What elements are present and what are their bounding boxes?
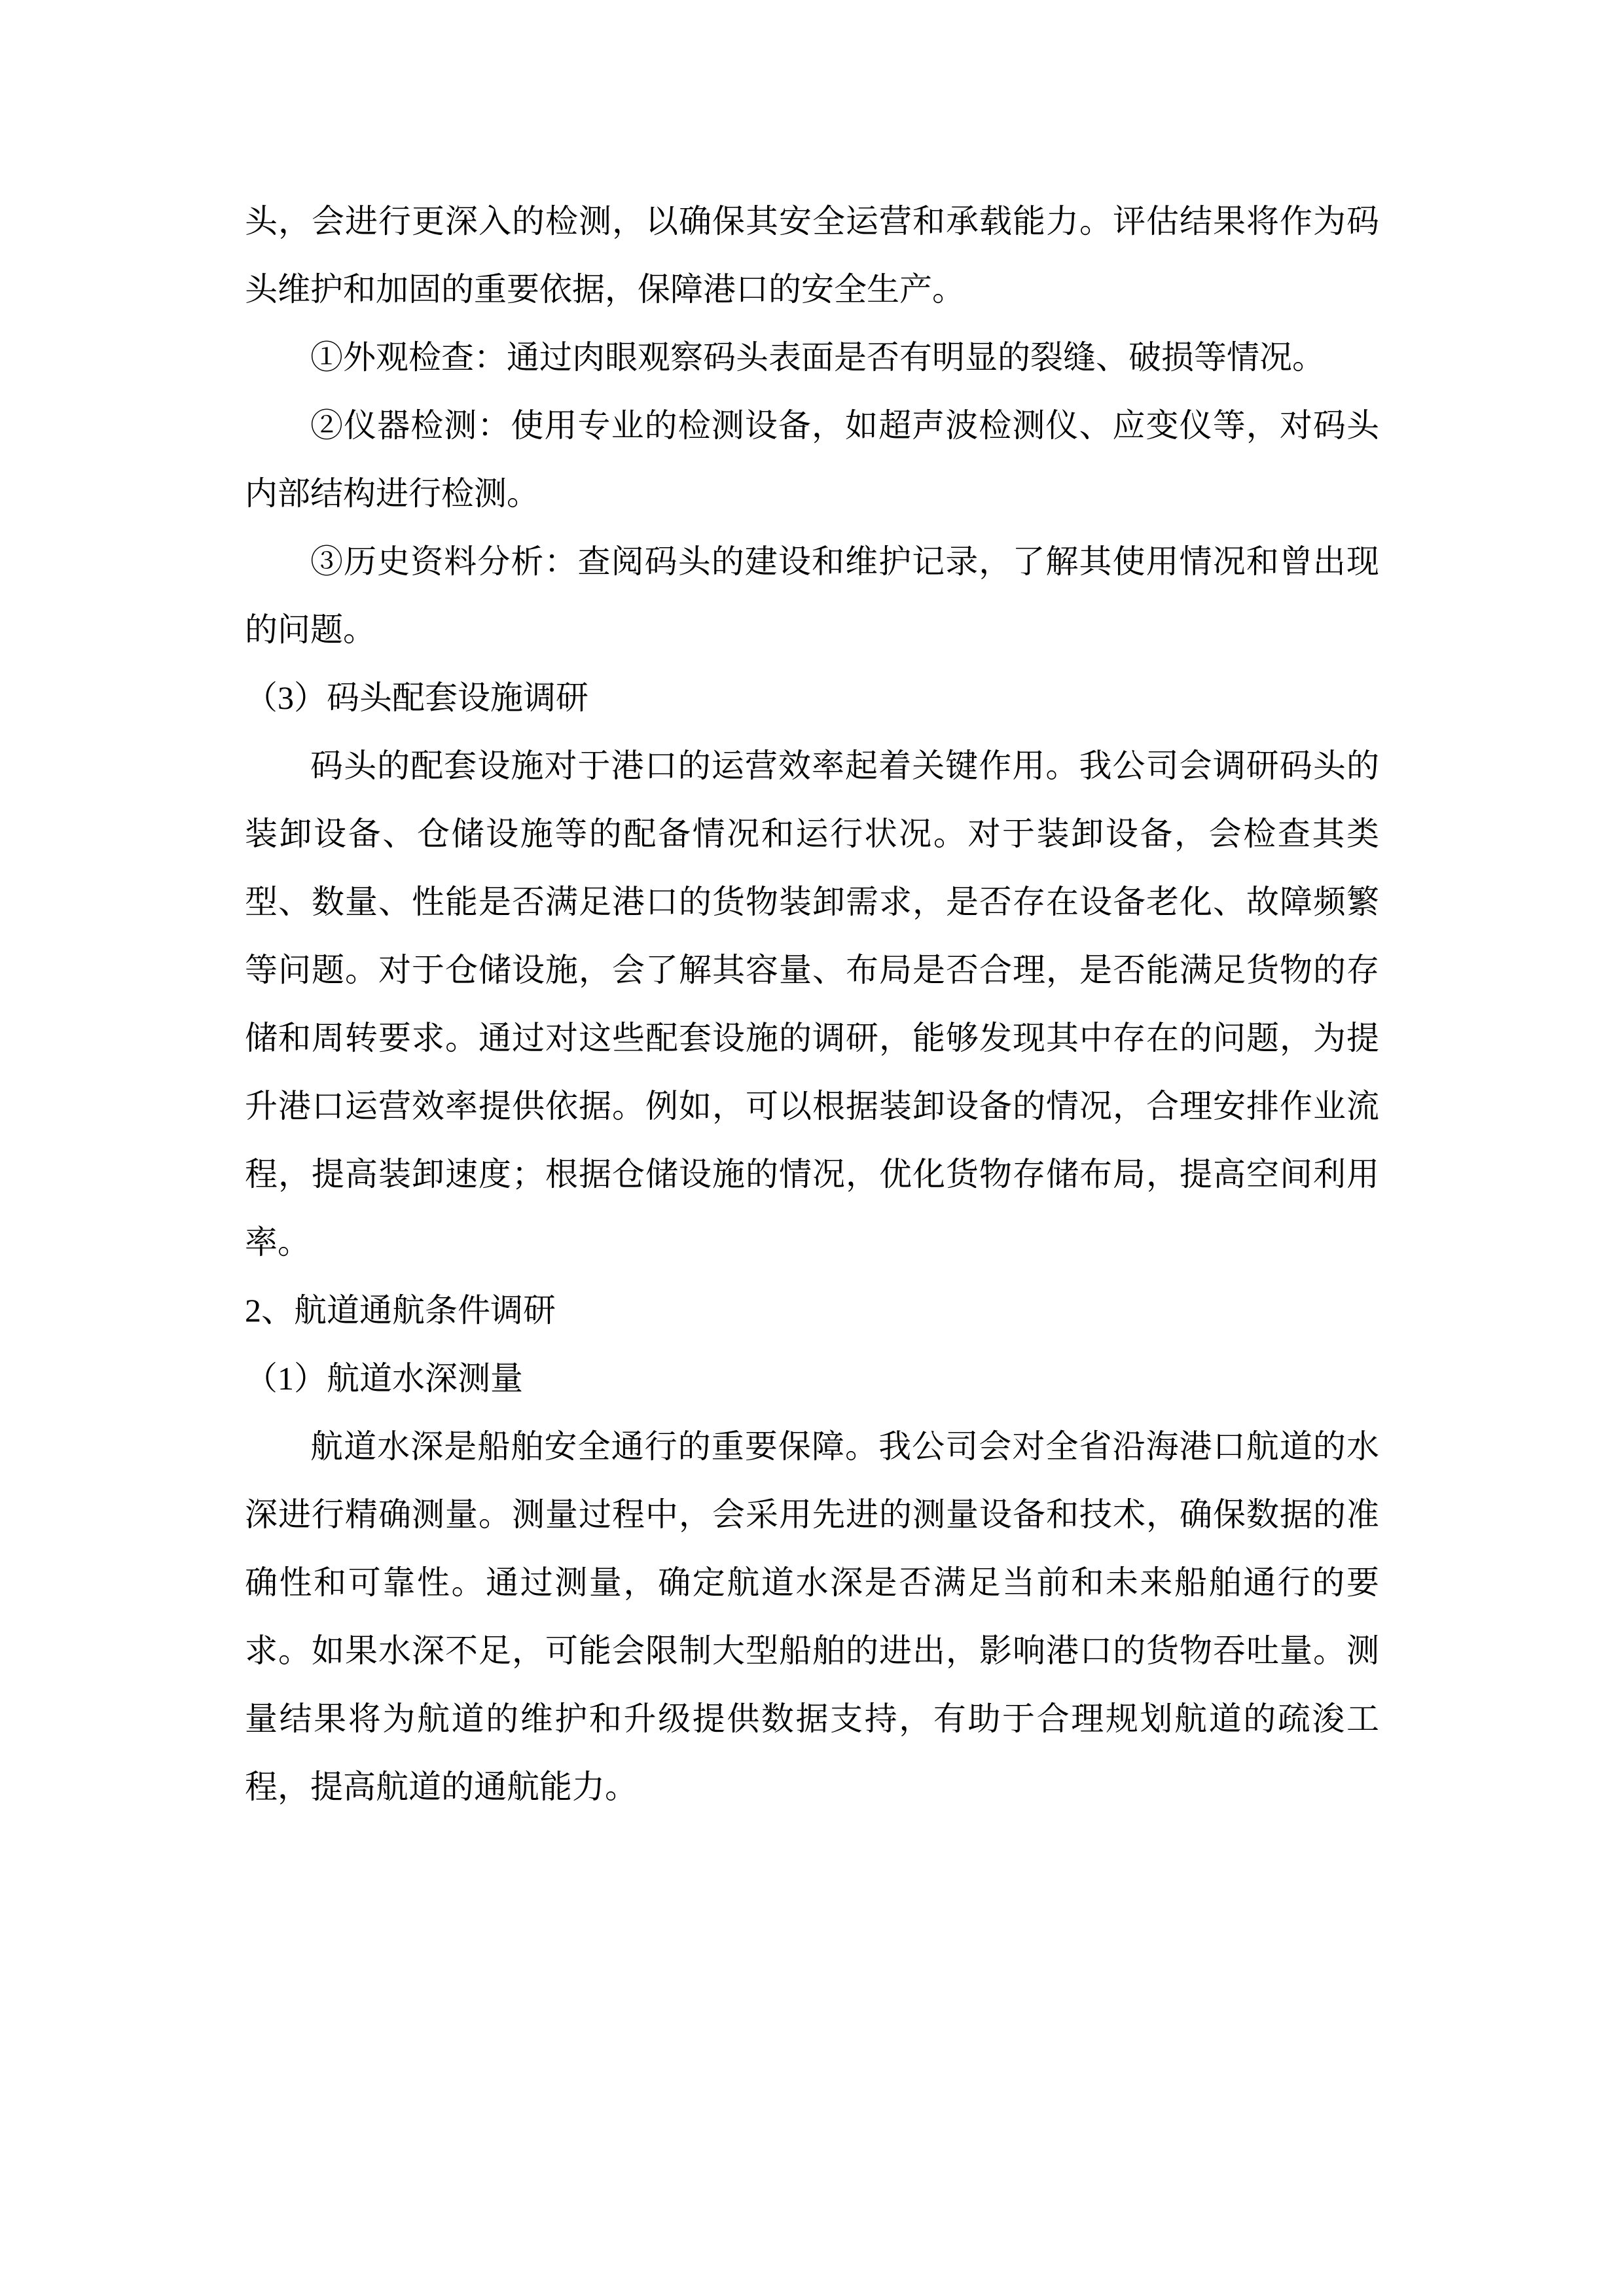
paragraph-numbered-item-3: ③历史资料分析：查阅码头的建设和维护记录，了解其使用情况和曾出现的问题。 [245,543,1379,648]
paragraph-body-dock-facilities: 码头的配套设施对于港口的运营效率起着关键作用。我公司会调研码头的装卸设备、仓储设施等的配备情况和运行状况。对于装卸设备，会检查其类型、数量、性能是否满足港口的货物装卸需求，是否存在设备老化、故障频繁等问题。对于仓储设施，会了解其容量、布局是否合理，是否能满足货物的存储和周转要求。通过对这些配套设施的调研，能够发现其中存在的问题，为提升港口运营效率提供依据。例如，可以根据装卸设备的情况，合理安排作业流程，提高装卸速度；根据仓储设施的情况，优化货物存储布局，提高空间利用率。 [245,747,1379,1261]
section-heading-channel-conditions: 2、航道通航条件调研 [245,1292,556,1329]
sub-heading-dock-facilities: （3）码头配套设施调研 [245,679,588,716]
sub-heading-water-depth: （1）航道水深测量 [245,1360,523,1397]
paragraph-numbered-item-2: ②仪器检测：使用专业的检测设备，如超声波检测仪、应变仪等，对码头内部结构进行检测。 [245,407,1379,512]
paragraph-body-water-depth: 航道水深是船舶安全通行的重要保障。我公司会对全省沿海港口航道的水深进行精确测量。测量过程中，会采用先进的测量设备和技术，确保数据的准确性和可靠性。通过测量，确定航道水深是否满足当前和未来船舶通行的要求。如果水深不足，可能会限制大型船舶的进出，影响港口的货物吞吐量。测量结果将为航道的维护和升级提供数据支持，有助于合理规划航道的疏浚工程，提高航道的通航能力。 [245,1428,1379,1805]
paragraph-numbered-item-1: ①外观检查：通过肉眼观察码头表面是否有明显的裂缝、破损等情况。 [310,339,1325,376]
paragraph-body-continued: 头，会进行更深入的检测，以确保其安全运营和承载能力。评估结果将作为码头维护和加固的重要依据，保障港口的安全生产。 [245,203,1379,308]
